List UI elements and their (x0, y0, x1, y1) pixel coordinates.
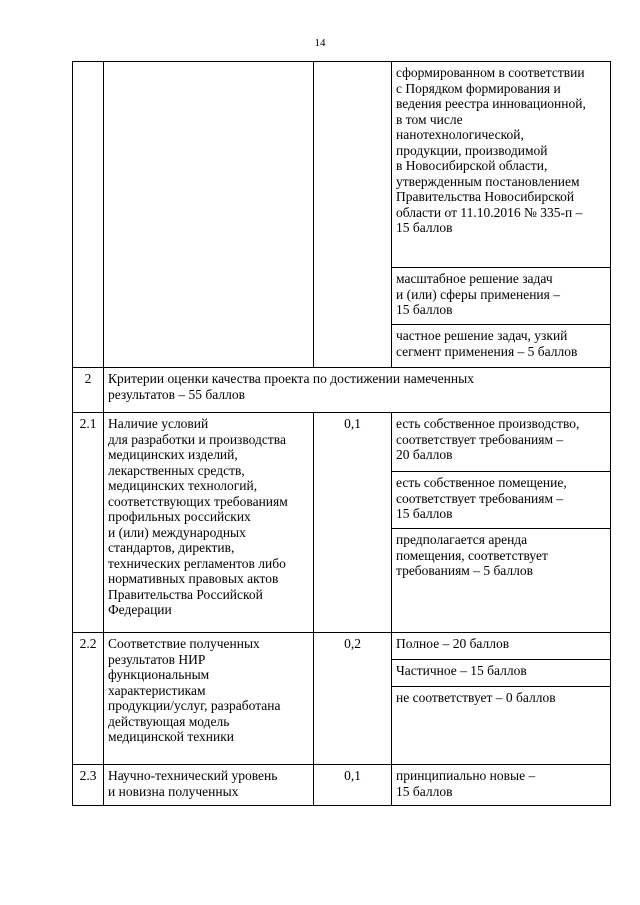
table-row (73, 765, 611, 806)
evaluation-criteria-table (72, 61, 611, 806)
table-row (73, 413, 611, 472)
coefficient-cell: 0,2 (314, 633, 392, 765)
coefficient-cell: 0,1 (314, 413, 392, 633)
score-cell: не соответствует – 0 баллов (392, 687, 611, 765)
score-cell: есть собственное помещение, соответствует требованиям – 15 баллов (392, 472, 611, 529)
criterion-cell (104, 62, 314, 368)
score-cell: принципиально новые – 15 баллов (392, 765, 611, 806)
table-row (73, 62, 611, 268)
coefficient-cell (314, 62, 392, 368)
page-number: 14 (314, 37, 326, 49)
score-cell: масштабное решение задач и (или) сферы применения – 15 баллов (392, 268, 611, 325)
row-number-cell: 2.2 (73, 633, 104, 765)
score-cell: есть собственное производство, соответствует требованиям – 20 баллов (392, 413, 611, 472)
row-number-cell: 2.3 (73, 765, 104, 806)
score-cell: предполагается аренда помещения, соответствует требованиям – 5 баллов (392, 529, 611, 633)
coefficient-cell: 0,1 (314, 765, 392, 806)
row-number-cell: 2.1 (73, 413, 104, 633)
section-number: 2 (73, 368, 104, 413)
table-row (73, 633, 611, 660)
score-cell: сформированном в соответствии с Порядком формирования и ведения реестра инновационной, в том числе нанотехнологической, продукции, производимой в Новосибирской области, утвержденным постановлением Правительства Новосибирской области от 11.10.2016 № 335-п – 15 баллов (392, 62, 611, 268)
section-row (73, 368, 611, 413)
score-cell: Полное – 20 баллов (392, 633, 611, 660)
criterion-cell: Наличие условий для разработки и производства медицинских изделий, лекарственных средств, медицинских технологий, соответствующих требованиям профильных российских и (или) международных стандартов, директив, технических регламентов либо нормативных правовых актов Правительства Российской Федерации (104, 413, 314, 633)
score-cell: частное решение задач, узкий сегмент применения – 5 баллов (392, 325, 611, 368)
row-number-cell (73, 62, 104, 368)
section-title: Критерии оценки качества проекта по достижении намеченных результатов – 55 баллов (104, 368, 611, 413)
criterion-cell: Соответствие полученных результатов НИР функциональным характеристикам продукции/услуг, разработана действующая модель медицинской техники (104, 633, 314, 765)
criterion-cell: Научно-технический уровень и новизна полученных (104, 765, 314, 806)
score-cell: Частичное – 15 баллов (392, 660, 611, 687)
